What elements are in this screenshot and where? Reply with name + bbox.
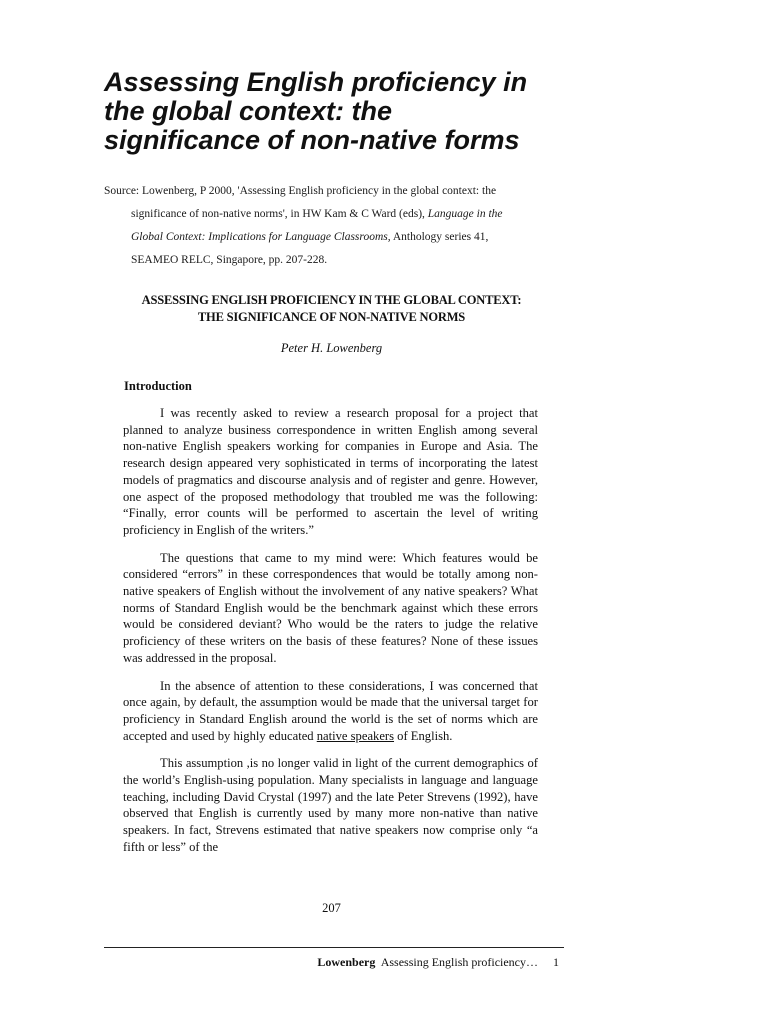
footer-page-number: 1 [553,955,559,969]
paragraph-text: In the absence of attention to these considerations, I was concerned that once again, by default, the assumption would be made that the universal target for proficiency in Standard English around the world is the set of norms which are accepted and used by highly educated [123,678,538,743]
paragraph: The questions that came to my mind were: Which features would be considered “errors” in these correspondences that would be totally among non-native speakers of English without the involvement of any native speakers? What norms of Standard English would be the benchmark against which these errors would be considered deviant? Who would be the raters to judge the relative proficiency of these writers on the basis of these features? None of these issues was addressed in the proposal. [123,550,538,665]
article-heading [104,292,559,326]
paragraph-text: of English. [394,728,453,743]
source-line: SEAMEO RELC, Singapore, pp. 207-228. [131,254,328,266]
footer-rule [104,947,564,948]
paragraph [123,678,538,745]
source-line: Source: Lowenberg, P 2000, 'Assessing English proficiency in the global context: the [104,185,497,197]
page-number: 207 [322,901,341,915]
source-book-title: Global Context: Implications for Language Classrooms, [131,231,391,243]
source-text: Anthology series 41, [390,231,489,243]
paragraph: I was recently asked to review a research proposal for a project that planned to analyze business correspondence in written English among several non-native English speakers working for companies in Europe and Asia. The research design appeared very sophisticated in terms of incorporating the latest models of pragmatics and discourse analysis and of register and genre. However, one aspect of the proposed methodology that troubled me was the following: “Finally, error counts will be performed to ascertain the level of writing proficiency in English of the writers.” [123,406,538,537]
footer-title: Assessing English proficiency… [380,955,538,969]
source-book-title: Language in the [427,208,503,220]
source-line [104,203,544,226]
article-heading-line: ASSESSING ENGLISH PROFICIENCY IN THE GLOBAL CONTEXT: [141,293,522,307]
section-heading: Introduction [124,379,192,393]
footer-author: Lowenberg [317,955,376,969]
chapter-title [104,68,624,155]
source-text: significance of non-native norms', in HW Kam & C Ward (eds), [131,208,428,220]
source-citation [104,180,544,272]
body-text [123,405,538,867]
author-name: Peter H. Lowenberg [280,341,383,355]
running-footer [104,955,538,970]
article-heading-line: THE SIGNIFICANCE OF NON-NATIVE NORMS [197,310,466,324]
chapter-title-line: significance of non-native forms [104,125,520,155]
paragraph: This assumption ,is no longer valid in light of the current demographics of the world’s English-using population. Many specialists in language and language teaching, including David Crystal (1997) and the late Peter Strevens (1992), have observed that English is currently used by many more non-native than native speakers. In fact, Strevens estimated that native speakers now comprise only “a fifth or less” of the [123,756,538,854]
source-line [104,226,544,249]
chapter-title-line: the global context: the [104,96,393,126]
underlined-text: native speakers [316,728,395,743]
chapter-title-line: Assessing English proficiency in [104,67,528,97]
